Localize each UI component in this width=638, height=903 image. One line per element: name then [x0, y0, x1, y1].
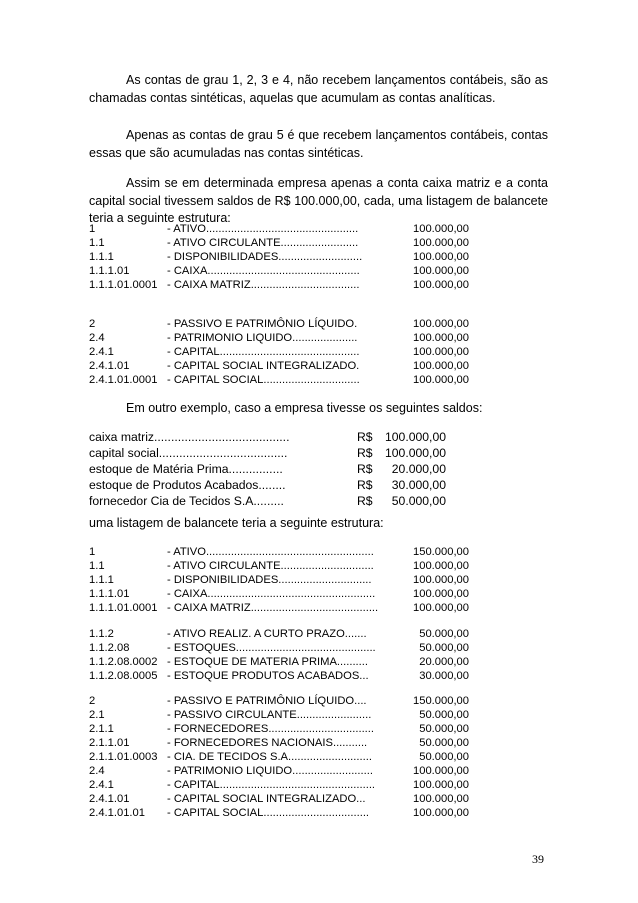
balance-account-name: capital social...................................... — [89, 446, 288, 460]
account-code: 2.1.1.01.0003 — [89, 751, 158, 763]
account-row — [89, 222, 469, 236]
account-code: 2.4 — [89, 332, 105, 344]
account-code: 2.1 — [89, 709, 105, 721]
account-code: 1.1.1.01 — [89, 588, 130, 600]
account-description: - CAPITAL SOCIAL............................... — [167, 374, 360, 386]
account-description: - ATIVO CIRCULANTE.............................. — [167, 560, 374, 572]
account-value: 150.000,00 — [413, 546, 469, 558]
account-row — [89, 587, 469, 601]
account-code: 1.1.1 — [89, 251, 114, 263]
account-row — [89, 601, 469, 615]
balance-account-name: estoque de Matéria Prima................ — [89, 462, 283, 476]
account-description: - PASSIVO CIRCULANTE........................ — [167, 709, 372, 721]
account-value: 100.000,00 — [413, 588, 469, 600]
balance-value: 50.000,00 — [391, 494, 446, 508]
account-value: 20.000,00 — [419, 656, 469, 668]
account-row — [89, 236, 469, 250]
account-code: 1.1.1.01.0001 — [89, 602, 158, 614]
account-row — [89, 278, 469, 292]
account-value: 100.000,00 — [413, 602, 469, 614]
account-description: - CAIXA................................................. — [167, 265, 360, 277]
account-row — [89, 264, 469, 278]
balance-account-name: estoque de Produtos Acabados........ — [89, 478, 286, 492]
account-row — [89, 317, 469, 331]
account-code: 2.4.1.01 — [89, 360, 130, 372]
account-row — [89, 345, 469, 359]
account-value: 100.000,00 — [413, 223, 469, 235]
account-description: - CAPITAL.................................................. — [167, 779, 376, 791]
account-description: - PASSIVO E PATRIMÔNIO LÍQUIDO. — [167, 318, 358, 330]
account-row — [89, 736, 469, 750]
account-code: 2 — [89, 318, 96, 330]
balance-currency: R$ — [357, 478, 373, 492]
account-value: 30.000,00 — [419, 670, 469, 682]
account-description: - ATIVO REALIZ. A CURTO PRAZO....... — [167, 628, 367, 640]
account-value: 50.000,00 — [419, 628, 469, 640]
account-description: - FORNECEDORES.................................. — [167, 723, 374, 735]
account-description: - DISPONIBILIDADES........................... — [167, 251, 363, 263]
account-description: - FORNECEDORES NACIONAIS........... — [167, 737, 368, 749]
account-row — [89, 764, 469, 778]
account-code: 2 — [89, 695, 96, 707]
account-code: 2.4 — [89, 765, 105, 777]
paragraph-grade-5-accounts: Apenas as contas de grau 5 é que recebem lançamentos contábeis, contas essas que são acumuladas nas contas sintéticas. — [89, 128, 548, 160]
account-value: 100.000,00 — [413, 360, 469, 372]
account-description: - CAPITAL SOCIAL INTEGRALIZADO... — [167, 793, 366, 805]
account-code: 1.1 — [89, 237, 105, 249]
account-description: - ATIVO...................................................... — [167, 546, 374, 558]
balance-value: 100.000,00 — [385, 430, 446, 444]
paragraph-listing-intro: uma listagem de balancete teria a seguinte estrutura: — [89, 516, 384, 530]
account-row — [89, 545, 469, 559]
account-description: - CAPITAL SOCIAL.................................. — [167, 807, 370, 819]
account-description: - PATRIMONIO LIQUIDO..................... — [167, 332, 358, 344]
balance-currency: R$ — [357, 430, 373, 444]
account-code: 2.4.1.01.01 — [89, 807, 145, 819]
account-row — [89, 627, 469, 641]
account-row — [89, 573, 469, 587]
account-code: 2.4.1.01.0001 — [89, 374, 158, 386]
account-code: 1 — [89, 546, 96, 558]
account-description: - ATIVO................................................. — [167, 223, 359, 235]
account-description: - CAPITAL SOCIAL INTEGRALIZADO. — [167, 360, 360, 372]
account-description: - CIA. DE TECIDOS S.A........................... — [167, 751, 372, 763]
account-code: 2.1.1 — [89, 723, 114, 735]
account-value: 100.000,00 — [413, 237, 469, 249]
account-value: 100.000,00 — [413, 332, 469, 344]
account-value: 50.000,00 — [419, 642, 469, 654]
account-value: 50.000,00 — [419, 723, 469, 735]
account-description: - CAIXA...................................................... — [167, 588, 376, 600]
account-description: - CAIXA MATRIZ................................... — [167, 279, 360, 291]
page-number: 39 — [532, 852, 544, 866]
account-description: - ESTOQUE PRODUTOS ACABADOS... — [167, 670, 369, 682]
account-value: 100.000,00 — [413, 793, 469, 805]
balance-row — [89, 445, 449, 461]
account-code: 2.4.1 — [89, 346, 114, 358]
balance-row — [89, 429, 449, 445]
balance-value: 30.000,00 — [391, 478, 446, 492]
account-description: - PATRIMONIO LIQUIDO.......................... — [167, 765, 373, 777]
account-row — [89, 373, 469, 387]
account-code: 1.1 — [89, 560, 105, 572]
account-row — [89, 806, 469, 820]
account-description: - CAPITAL............................................. — [167, 346, 360, 358]
account-value: 100.000,00 — [413, 807, 469, 819]
account-code: 1.1.2.08.0002 — [89, 656, 158, 668]
account-value: 100.000,00 — [413, 279, 469, 291]
account-row — [89, 559, 469, 573]
account-row — [89, 250, 469, 264]
account-row — [89, 331, 469, 345]
account-description: - DISPONIBILIDADES.............................. — [167, 574, 372, 586]
account-row — [89, 708, 469, 722]
account-balances-list — [89, 429, 449, 509]
account-code: 2.1.1.01 — [89, 737, 130, 749]
account-value: 100.000,00 — [413, 779, 469, 791]
account-value: 50.000,00 — [419, 737, 469, 749]
account-code: 1.1.1.01 — [89, 265, 130, 277]
balance-currency: R$ — [357, 462, 373, 476]
paragraph-example-intro: Assim se em determinada empresa apenas a conta caixa matriz e a conta capital social tivessem saldos de R$ 100.000,00, cada, uma listagem de balancete teria a seguinte estrutura: — [89, 176, 548, 225]
account-row — [89, 655, 469, 669]
account-row — [89, 750, 469, 764]
balance-row — [89, 493, 449, 509]
account-code: 1 — [89, 223, 96, 235]
account-value: 100.000,00 — [413, 318, 469, 330]
paragraph-second-example: Em outro exemplo, caso a empresa tivesse os seguintes saldos: — [126, 401, 483, 415]
account-row — [89, 792, 469, 806]
account-value: 100.000,00 — [413, 346, 469, 358]
balance-value: 100.000,00 — [385, 446, 446, 460]
account-value: 50.000,00 — [419, 751, 469, 763]
balance-currency: R$ — [357, 446, 373, 460]
account-row — [89, 722, 469, 736]
trial-balance-listing-2-inventories — [89, 627, 469, 683]
trial-balance-listing-1-assets — [89, 222, 469, 292]
account-code: 2.4.1.01 — [89, 793, 130, 805]
balance-account-name: fornecedor Cia de Tecidos S.A......... — [89, 494, 284, 508]
trial-balance-listing-1-liabilities — [89, 317, 469, 387]
balance-currency: R$ — [357, 494, 373, 508]
account-code: 1.1.1.01.0001 — [89, 279, 158, 291]
account-row — [89, 669, 469, 683]
account-description: - ATIVO CIRCULANTE......................... — [167, 237, 359, 249]
balance-value: 20.000,00 — [391, 462, 446, 476]
account-code: 1.1.2 — [89, 628, 114, 640]
account-description: - ESTOQUES............................................. — [167, 642, 376, 654]
account-code: 1.1.1 — [89, 574, 114, 586]
balance-row — [89, 477, 449, 493]
balance-row — [89, 461, 449, 477]
account-row — [89, 778, 469, 792]
account-value: 100.000,00 — [413, 560, 469, 572]
paragraph-synthetic-accounts: As contas de grau 1, 2, 3 e 4, não recebem lançamentos contábeis, são as chamadas contas sintéticas, aquelas que acumulam as contas analíticas. — [89, 73, 548, 105]
account-description: - CAIXA MATRIZ......................................... — [167, 602, 379, 614]
account-row — [89, 694, 469, 708]
account-value: 100.000,00 — [413, 265, 469, 277]
account-code: 1.1.2.08 — [89, 642, 130, 654]
account-description: - ESTOQUE DE MATERIA PRIMA.......... — [167, 656, 368, 668]
account-description: - PASSIVO E PATRIMÔNIO LÍQUIDO.... — [167, 695, 367, 707]
account-value: 100.000,00 — [413, 251, 469, 263]
account-value: 50.000,00 — [419, 709, 469, 721]
trial-balance-listing-2-assets — [89, 545, 469, 615]
account-code: 1.1.2.08.0005 — [89, 670, 158, 682]
account-row — [89, 641, 469, 655]
account-value: 150.000,00 — [413, 695, 469, 707]
balance-account-name: caixa matriz........................................ — [89, 430, 290, 444]
account-row — [89, 359, 469, 373]
account-code: 2.4.1 — [89, 779, 114, 791]
account-value: 100.000,00 — [413, 574, 469, 586]
trial-balance-listing-2-liabilities — [89, 694, 469, 820]
account-value: 100.000,00 — [413, 765, 469, 777]
account-value: 100.000,00 — [413, 374, 469, 386]
